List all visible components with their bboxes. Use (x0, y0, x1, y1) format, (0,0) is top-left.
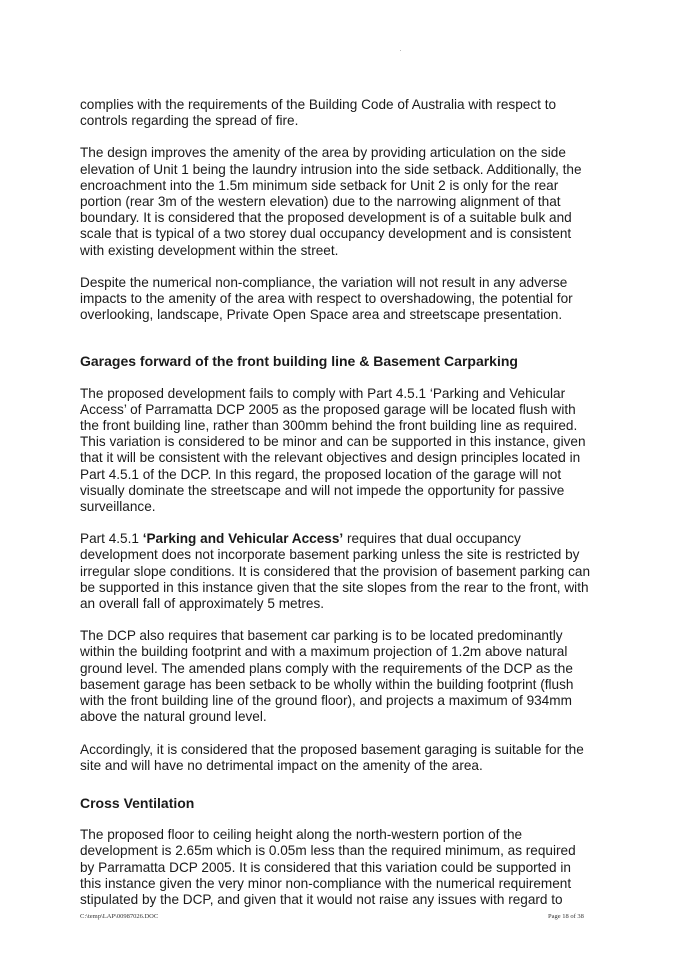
p5-bold-title: ‘Parking and Vehicular Access’ (142, 531, 344, 547)
p5-end: requires that dual occupancy development does not incorporate basement parking unless the site is restricted by irregular slope conditions. It is considered that the provision of basement parking can be supported in this instance given that the site slopes from the rear to the front, with an overall fall of approximately 5 metres. (80, 531, 591, 612)
paragraph-fire-compliance: complies with the requirements of the Building Code of Australia with respect to controls regarding the spread of fire. (80, 97, 557, 129)
paragraph-ceiling-height: The proposed floor to ceiling height along the north-western portion of the development is 2.65m which is 0.05m less than the required minimum, as required by Parramatta DCP 2005. It is considered that this variation could be supported in this instance given the very minor non-compliance with the numerical requirement stipulated by the DCP, and given that it would not raise any issues with regard to (80, 827, 576, 907)
heading-cross-ventilation: Cross Ventilation (80, 794, 195, 811)
paragraph-non-compliance: Despite the numerical non-compliance, the variation will not result in any adverse impacts to the amenity of the area with respect to overshadowing, the potential for overlooking, landscape, Private Open Space area and streetscape presentation. (80, 274, 573, 323)
footer-page-number: Page 18 of 38 (548, 913, 584, 920)
p5-start: Part 4.5.1 (80, 531, 143, 547)
page-body (80, 97, 592, 908)
paragraph-garaging-suitable: Accordingly, it is considered that the proposed basement garaging is suitable for the site and will have no detrimental impact on the amenity of the area. (80, 741, 584, 773)
footer-file-path: C:\temp\LAP\00987026.DOC (80, 913, 159, 920)
paragraph-garage-location: The proposed development fails to comply with Part 4.5.1 ‘Parking and Vehicular Access’ of Parramatta DCP 2005 as the proposed garage will be located flush with the front building line, rather than 300mm behind the front building line as required. This variation is considered to be minor and can be supported in this instance, given that it will be consistent with the relevant objectives and design principles located in Part 4.5.1 of the DCP. In this regard, the proposed location of the garage will not visually dominate the streetscape and will not impede the opportunity for passive surveillance. (80, 385, 586, 515)
paragraph-basement-footprint: The DCP also requires that basement car parking is to be located predominantly within the building footprint and with a maximum projection of 1.2m above natural ground level. The amended plans comply with the requirements of the DCP as the basement garage has been setback to be wholly within the building footprint (flush with the front building line of the ground floor), and projects a maximum of 934mm above the natural ground level. (80, 628, 574, 725)
paragraph-design-amenity: The design improves the amenity of the area by providing articulation on the side elevation of Unit 1 being the laundry intrusion into the side setback. Additionally, the encroachment into the 1.5m minimum side setback for Unit 2 is only for the rear portion (rear 3m of the western elevation) due to the narrowing alignment of that boundary. It is considered that the proposed development is of a suitable bulk and scale that is typical of a two storey dual occupancy development and is consistent with existing development within the street. (80, 145, 582, 258)
heading-garages: Garages forward of the front building line & Basement Carparking (80, 353, 518, 370)
paragraph-basement-parking (80, 531, 592, 612)
scan-speck (400, 50, 401, 51)
